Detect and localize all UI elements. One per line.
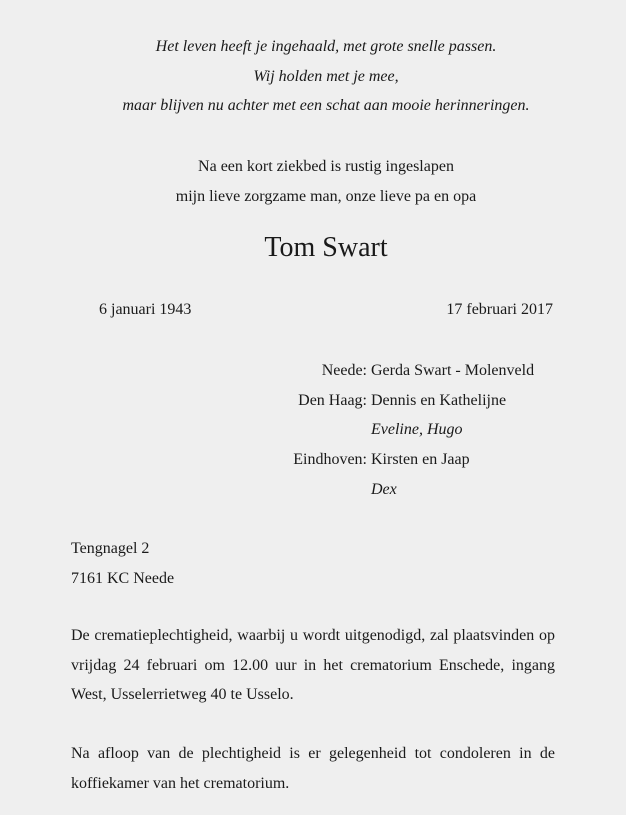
family-row [0,386,626,416]
poem-line: maar blijven nu achter met een schat aan mooie herinneringen. [122,97,530,114]
correspondence-address [71,534,174,593]
family-names: Dennis en Kathelijne [371,391,507,409]
family-names: Kirsten en Jaap [371,451,470,469]
family-grandchildren: Eveline, Hugo [371,421,463,439]
family-place: Eindhoven: [293,451,367,469]
birth-date: 6 januari 1943 [99,301,192,318]
family-row [0,445,626,475]
intro-line: mijn lieve zorgzame man, onze lieve pa en opa [175,187,477,205]
poem-line: Het leven heeft je ingehaald, met grote snelle passen. [155,38,497,55]
deceased-name: Tom Swart [264,232,388,263]
family-grandchildren: Dex [371,480,397,498]
ceremony-paragraph: De crematieplechtigheid, waarbij u wordt uitgenodigd, zal plaatsvinden op vrijdag 24 februari om 12.00 uur in het crematorium Enschede, ingang West, Usselerrietweg 40 te Usselo. [71,627,555,704]
death-date: 17 februari 2017 [446,301,553,318]
intro-text [0,152,626,211]
family-row [0,356,626,386]
family-place: Den Haag: [298,391,367,409]
family-place: Neede: [321,362,367,379]
family-list [0,356,626,504]
condolence-paragraph: Na afloop van de plechtigheid is er gelegenheid tot condoleren in de koffiekamer van het crematorium. [71,745,555,792]
family-row [0,475,626,505]
family-names: Gerda Swart - Molenveld [371,362,535,379]
address-street: Tengnagel 2 [71,540,150,557]
address-postal: 7161 KC Neede [71,569,175,587]
poem-line: Wij holden met je mee, [253,67,399,85]
intro-line: Na een kort ziekbed is rustig ingeslapen [198,158,454,175]
family-row [0,415,626,445]
poem [0,32,626,121]
